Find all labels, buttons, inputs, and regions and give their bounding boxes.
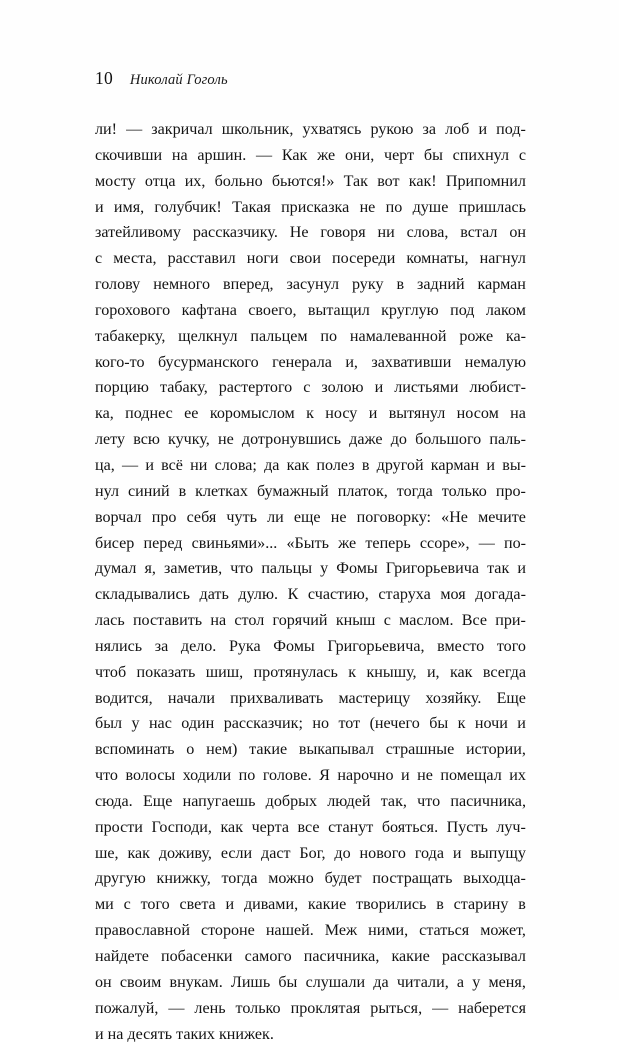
text-line: чтоб показать шиш, протянулась к кнышу, и, как всегда [95,663,526,681]
text-line: что волосы ходили по голове. Я нарочно и не помещал их [95,767,526,785]
body-paragraph [95,117,526,1047]
text-line: затейливому рассказчику. Не говоря ни слова, встал он [95,224,526,242]
text-line: ли! — закричал школьник, ухватясь рукою за лоб и под- [95,121,526,138]
text-line: водится, начали прихваливать мастерицу хозяйку. Еще [95,689,526,707]
text-line: думал я, заметив, что пальцы у Фомы Григорьевича так и [95,560,526,578]
text-line: он своим внукам. Лишь бы слушали да читали, а у меня, [95,973,526,991]
text-line: найдете побасенки самого пасичника, какие рассказывал [95,948,526,965]
text-line: пожалуй, — лень только проклятая рыться, — наберется [95,999,526,1017]
text-line: ше, как доживу, если даст Бог, до нового года и выпущу [95,844,526,862]
author-name: Николай Гоголь [129,72,228,88]
text-line: горохового кафтана своего, вытащил круглую под лаком [95,301,526,319]
text-line: нул синий в клетках бумажный платок, тогда только про- [95,482,526,500]
text-line: был у нас один рассказчик; но тот (нечего бы к ночи и [95,715,526,733]
text-line: прости Господи, как черта все станут бояться. Пусть луч- [95,818,526,836]
text-line: ми с того света и дивами, какие творились в старину в [95,896,526,914]
text-line: лась поставить на стол горячий кныш с маслом. Все при- [95,612,526,630]
text-line: ворчал про себя чуть ли еще не поговорку: «Не мечите [95,508,526,526]
text-line: кого-то бусурманского генерала и, захвативши немалую [95,353,526,371]
text-line: вспоминать о нем) такие выкапывал страшные истории, [95,741,526,759]
text-line: другую книжку, тогда можно будет постращать выходца- [95,870,526,888]
text-line: православной стороне нашей. Меж ними, статься может, [95,922,526,940]
text-line: мосту отца их, больно бьются!» Так вот как! Припомнил [95,172,526,190]
text-line: складывались дать дулю. К счастию, старуха моя догада- [95,586,526,604]
text-line: ца, — и всё ни слова; да как полез в другой карман и вы- [95,456,526,474]
text-line: нялись за дело. Рука Фомы Григорьевича, вместо того [95,637,526,655]
text-line: с места, расставил ноги свои посереди комнаты, нагнул [95,250,526,268]
text-line: порцию табаку, растертого с золою и листьями любист- [95,379,526,397]
page-number: 10 [95,68,113,88]
text-line: скочивши на аршин. — Как же они, черт бы спихнул с [95,146,526,164]
running-head [95,68,525,89]
text-line: сюда. Еще напугаешь добрых людей так, что пасичника, [95,792,526,810]
text-line: ка, поднес ее коромыслом к носу и вытянул носом на [95,405,526,423]
text-line: голову немного вперед, засунул руку в задний карман [95,276,526,294]
text-line: и имя, голубчик! Такая присказка не по душе пришлась [95,198,526,216]
text-line: лету всю кучку, не дотронувшись даже до большого паль- [95,431,526,449]
text-line: табакерку, щелкнул пальцем по намалеванной роже ка- [95,327,526,345]
text-line: и на десять таких книжек. [95,1025,274,1043]
text-line: бисер перед свиньями»... «Быть же теперь ссоре», — по- [95,534,526,552]
